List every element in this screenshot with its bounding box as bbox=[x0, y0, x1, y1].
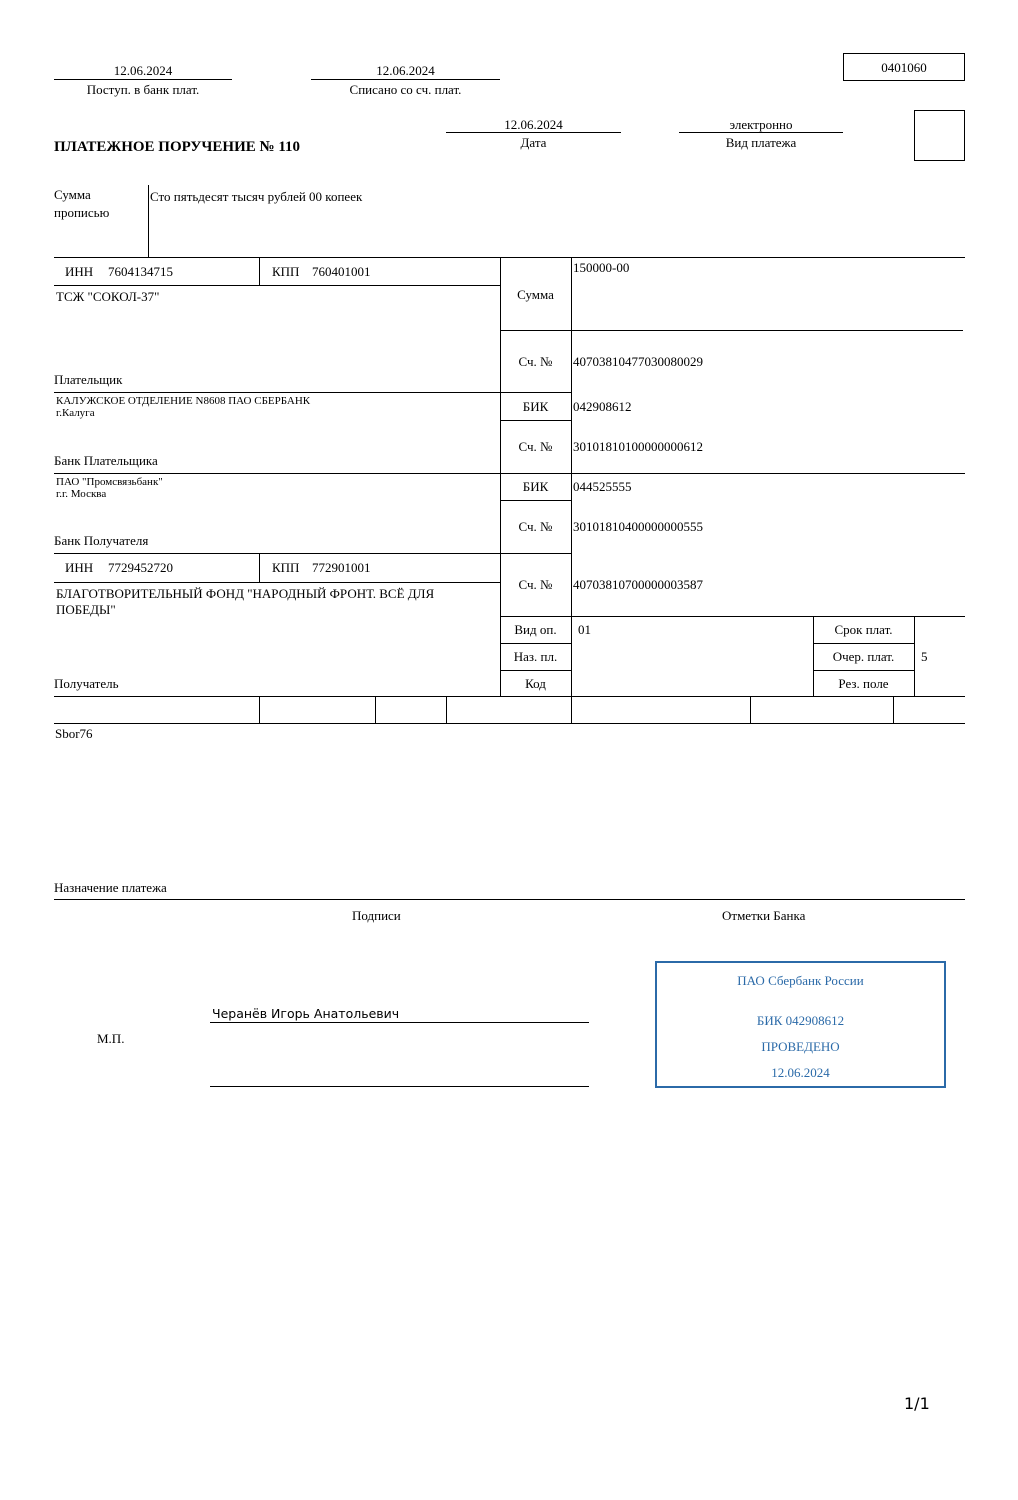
grid-line bbox=[54, 723, 965, 724]
ocher-label: Очер. плат. bbox=[832, 649, 895, 664]
payee-name-line1: БЛАГОТВОРИТЕЛЬНЫЙ ФОНД "НАРОДНЫЙ ФРОНТ. ВСЁ ДЛЯ bbox=[56, 586, 435, 601]
payer-bank-city: г.Калуга bbox=[56, 407, 95, 419]
ocher-value: 5 bbox=[921, 649, 928, 664]
payer-inn-label: ИНН bbox=[65, 264, 94, 279]
purpose-line bbox=[54, 899, 965, 900]
grid-line bbox=[54, 553, 571, 554]
grid-line bbox=[54, 257, 965, 258]
payee-name-line2: ПОБЕДЫ" bbox=[56, 602, 116, 617]
stamp-date: 12.06.2024 bbox=[771, 1065, 830, 1080]
form-code-box bbox=[843, 53, 965, 81]
rez-label: Рез. поле bbox=[838, 676, 889, 691]
amount-words-label: Сумма прописью bbox=[54, 187, 110, 220]
grid-line bbox=[500, 643, 571, 644]
received-date-line bbox=[54, 79, 232, 80]
payee-bank-account-label: Сч. № bbox=[518, 519, 553, 534]
payee-inn: 7729452720 bbox=[108, 560, 173, 575]
payer-account: 40703810477030080029 bbox=[573, 354, 703, 369]
grid-line bbox=[500, 420, 571, 421]
amount-value: 150000-00 bbox=[573, 260, 630, 275]
payee-bank-name: ПАО "Промсвязьбанк" bbox=[56, 476, 163, 488]
payer-bank-account-label: Сч. № bbox=[518, 439, 553, 454]
grid-line bbox=[893, 696, 894, 723]
grid-line bbox=[54, 696, 965, 697]
payer-kpp: 760401001 bbox=[312, 264, 371, 279]
payee-account-label: Сч. № bbox=[518, 577, 553, 592]
grid-line bbox=[500, 670, 571, 671]
signatures-label: Подписи bbox=[352, 908, 401, 923]
payer-account-label: Сч. № bbox=[518, 354, 553, 369]
payee-kpp-label: КПП bbox=[272, 560, 300, 575]
signer-name: Черанёв Игорь Анатольевич bbox=[212, 1006, 400, 1021]
payee-role-label: Получатель bbox=[54, 676, 119, 691]
grid-line bbox=[500, 330, 963, 331]
payee-kpp: 772901001 bbox=[312, 560, 371, 575]
grid-line bbox=[54, 473, 965, 474]
grid-line bbox=[813, 643, 914, 644]
purpose-text: Sbor76 bbox=[55, 726, 93, 741]
naz-pl-label: Наз. пл. bbox=[513, 649, 558, 664]
payee-bank-bik: 044525555 bbox=[573, 479, 632, 494]
payer-inn: 7604134715 bbox=[108, 264, 173, 279]
form-code: 0401060 bbox=[881, 60, 927, 75]
payer-kpp-label: КПП bbox=[272, 264, 300, 279]
grid-line bbox=[500, 500, 571, 501]
grid-line bbox=[914, 616, 915, 696]
grid-line bbox=[54, 582, 500, 583]
payee-inn-label: ИНН bbox=[65, 560, 94, 575]
amount-label: Сумма bbox=[517, 287, 554, 302]
kod-label: Код bbox=[525, 676, 546, 691]
payment-type-label: Вид платежа bbox=[725, 135, 797, 150]
amount-words-value: Сто пятьдесят тысяч рублей 00 копеек bbox=[150, 189, 363, 204]
grid-line bbox=[375, 696, 376, 723]
document-date-line bbox=[446, 132, 621, 133]
bank-stamp bbox=[655, 961, 946, 1088]
grid-line bbox=[813, 670, 914, 671]
grid-line bbox=[259, 696, 260, 723]
payment-type: электронно bbox=[729, 117, 793, 132]
grid-line bbox=[54, 392, 571, 393]
payer-bank-account: 30101810100000000612 bbox=[573, 439, 703, 454]
stamp-bik: БИК 042908612 bbox=[756, 1013, 845, 1028]
purpose-label: Назначение платежа bbox=[54, 880, 167, 895]
mp-label: М.П. bbox=[97, 1031, 125, 1046]
debited-label: Списано со сч. плат. bbox=[349, 82, 462, 97]
grid-line bbox=[54, 285, 500, 286]
vid-op-value: 01 bbox=[578, 622, 591, 637]
payee-account: 40703810700000003587 bbox=[573, 577, 703, 592]
document-date-label: Дата bbox=[520, 135, 547, 150]
payee-bank-city: г.г. Москва bbox=[56, 488, 107, 500]
payer-bank-bik-label: БИК bbox=[522, 399, 549, 414]
document-date: 12.06.2024 bbox=[504, 117, 563, 132]
payer-bank-role-label: Банк Плательщика bbox=[54, 453, 158, 468]
payment-type-line bbox=[679, 132, 843, 133]
bank-marks-label: Отметки Банка bbox=[722, 908, 806, 923]
debited-date: 12.06.2024 bbox=[376, 63, 435, 78]
document-title: ПЛАТЕЖНОЕ ПОРУЧЕНИЕ № 110 bbox=[54, 139, 301, 155]
debited-date-line bbox=[311, 79, 500, 80]
grid-line bbox=[446, 696, 447, 723]
srok-label: Срок плат. bbox=[834, 622, 893, 637]
stamp-status: ПРОВЕДЕНО bbox=[761, 1039, 840, 1054]
signature-line-1 bbox=[210, 1022, 589, 1023]
payee-bank-bik-label: БИК bbox=[522, 479, 549, 494]
payee-bank-account: 30101810400000000555 bbox=[573, 519, 703, 534]
payer-name: ТСЖ "СОКОЛ-37" bbox=[56, 289, 160, 304]
vid-op-label: Вид оп. bbox=[514, 622, 557, 637]
signature-line-2 bbox=[210, 1086, 589, 1087]
received-date: 12.06.2024 bbox=[113, 63, 173, 78]
grid-line bbox=[750, 696, 751, 723]
payee-bank-role-label: Банк Получателя bbox=[54, 533, 149, 548]
payer-role-label: Плательщик bbox=[54, 372, 123, 387]
grid-line bbox=[571, 257, 572, 723]
status-box bbox=[914, 110, 965, 161]
amount-words-divider bbox=[148, 185, 149, 257]
grid-line bbox=[500, 616, 965, 617]
payer-bank-name: КАЛУЖСКОЕ ОТДЕЛЕНИЕ N8608 ПАО СБЕРБАНК bbox=[56, 395, 311, 407]
grid-line bbox=[259, 553, 260, 582]
payer-bank-bik: 042908612 bbox=[573, 399, 632, 414]
grid-line bbox=[259, 257, 260, 285]
stamp-bank-name: ПАО Сбербанк России bbox=[737, 973, 864, 988]
page-number: 1/1 bbox=[904, 1394, 930, 1413]
received-label: Поступ. в банк плат. bbox=[86, 82, 200, 97]
